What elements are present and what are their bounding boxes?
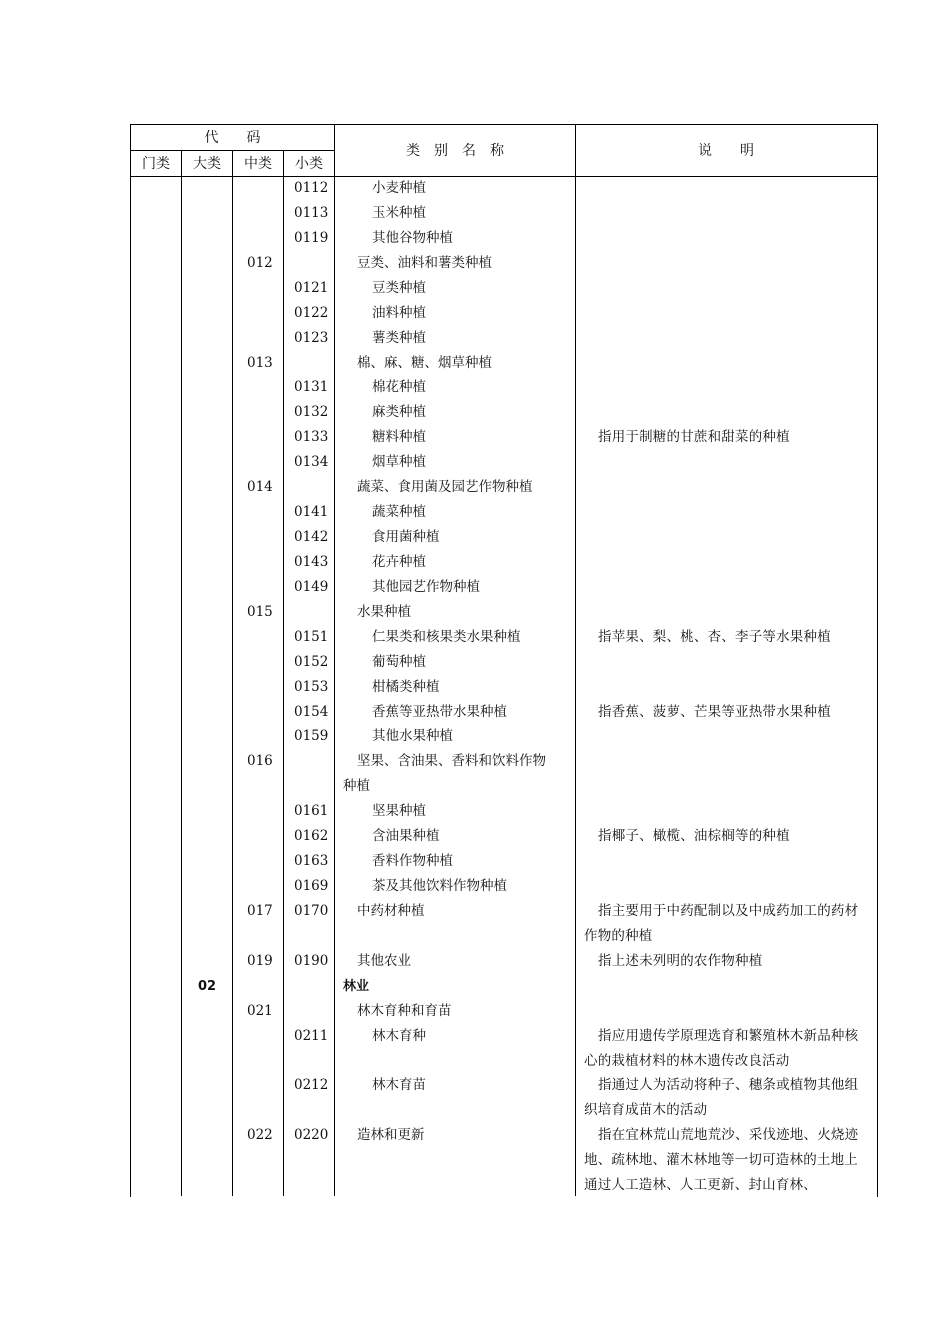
minor-code: 0169	[294, 878, 329, 895]
category-name: 蔬菜、食用菌及园艺作物种植	[357, 479, 533, 496]
category-name: 林木育苗	[372, 1077, 426, 1094]
col-divider-gate	[181, 150, 182, 1196]
category-name: 林业	[343, 978, 370, 994]
category-name: 柑橘类种植	[372, 678, 440, 695]
minor-code: 0162	[294, 828, 329, 845]
category-name: 中药材种植	[357, 902, 425, 919]
category-name: 小麦种植	[372, 180, 426, 196]
minor-code: 0141	[294, 504, 329, 521]
minor-code: 0131	[294, 379, 329, 396]
category-name: 其他园艺作物种植	[372, 578, 480, 595]
header-minor: 小类	[295, 156, 323, 172]
minor-code: 0134	[294, 454, 329, 471]
header-code: 代 码	[204, 130, 261, 146]
category-name: 林木育种	[372, 1027, 426, 1044]
category-description: 指用于制糖的甘蔗和甜菜的种植	[598, 429, 790, 446]
category-description: 指通过人为活动将种子、穗条或植物其他组织培育成苗木的活动	[584, 1077, 859, 1119]
minor-code: 0142	[294, 529, 329, 546]
minor-code: 0132	[294, 404, 329, 421]
category-name: 含油果种植	[372, 828, 440, 845]
category-name: 林木育种和育苗	[357, 1002, 452, 1019]
category-name: 其他水果种植	[372, 728, 453, 745]
category-description: 指香蕉、菠萝、芒果等亚热带水果种植	[598, 703, 831, 720]
header-name: 类 别 名 称	[406, 143, 504, 159]
category-name-cont: 种植	[343, 778, 370, 795]
category-name: 玉米种植	[372, 204, 426, 221]
category-name: 香蕉等亚热带水果种植	[372, 703, 507, 720]
minor-code: 0211	[294, 1027, 329, 1044]
header-bottom-rule	[130, 176, 877, 177]
category-description: 指主要用于中药配制以及中成药加工的药材作物的种植	[584, 902, 859, 944]
minor-code: 0121	[294, 279, 329, 296]
mid-code: 016	[247, 753, 273, 770]
category-description: 指在宜林荒山荒地荒沙、采伐迹地、火烧迹地、疏林地、灌木林地等一切可造林的土地上通过人工造林、人工更新、封山育林、	[584, 1127, 859, 1194]
minor-code: 0163	[294, 853, 329, 870]
category-name: 葡萄种植	[372, 653, 426, 670]
minor-code: 0212	[294, 1077, 329, 1094]
category-description: 指应用遗传学原理选育和繁殖林木新品种核心的栽植材料的林木遗传改良活动	[584, 1027, 859, 1069]
minor-code: 0190	[294, 952, 329, 969]
minor-code: 0113	[294, 204, 329, 221]
minor-code: 0112	[294, 180, 329, 196]
category-description: 指椰子、橄榄、油棕榈等的种植	[598, 828, 790, 845]
header-desc: 说 明	[698, 143, 754, 159]
category-name: 油料种植	[372, 304, 426, 321]
category-name: 仁果类和核果类水果种植	[372, 628, 521, 645]
category-name: 其他谷物种植	[372, 229, 453, 246]
mid-code: 022	[247, 1127, 273, 1144]
category-name: 香料作物种植	[372, 853, 453, 870]
header-major: 大类	[193, 156, 221, 172]
minor-code: 0151	[294, 628, 329, 645]
header-gate: 门类	[142, 156, 170, 172]
minor-code: 0220	[294, 1127, 329, 1144]
minor-code: 0159	[294, 728, 329, 745]
mid-code: 017	[247, 902, 273, 919]
category-name: 坚果、含油果、香料和饮料作物	[357, 753, 546, 770]
header-mid: 中类	[244, 156, 272, 172]
category-name: 食用菌种植	[372, 529, 440, 546]
category-description: 指上述未列明的农作物种植	[598, 952, 763, 969]
minor-code: 0152	[294, 653, 329, 670]
col-divider-name	[575, 124, 576, 1196]
category-name: 麻类种植	[372, 404, 426, 421]
major-code: 02	[198, 978, 217, 994]
col-divider-mid	[283, 150, 284, 1196]
category-name: 薯类种植	[372, 329, 426, 346]
minor-code: 0133	[294, 429, 329, 446]
col-divider-major	[232, 150, 233, 1196]
minor-code: 0153	[294, 678, 329, 695]
category-name: 烟草种植	[372, 454, 426, 471]
category-name: 豆类、油料和薯类种植	[357, 254, 492, 271]
mid-code: 014	[247, 479, 273, 496]
mid-code: 013	[247, 354, 273, 371]
category-name: 花卉种植	[372, 553, 426, 570]
category-name: 棉花种植	[372, 379, 426, 396]
category-name: 造林和更新	[357, 1127, 425, 1144]
minor-code: 0119	[294, 229, 329, 246]
category-name: 豆类种植	[372, 279, 426, 296]
col-divider-minor	[334, 124, 335, 1196]
category-description: 指苹果、梨、桃、杏、李子等水果种植	[598, 628, 831, 645]
minor-code: 0122	[294, 304, 329, 321]
minor-code: 0149	[294, 578, 329, 595]
mid-code: 021	[247, 1002, 273, 1019]
minor-code: 0143	[294, 553, 329, 570]
category-name: 棉、麻、糖、烟草种植	[357, 354, 492, 371]
minor-code: 0161	[294, 803, 329, 820]
mid-code: 012	[247, 254, 273, 271]
category-name: 水果种植	[357, 603, 411, 620]
category-name: 糖料种植	[372, 429, 426, 446]
category-name: 坚果种植	[372, 803, 426, 820]
category-name: 茶及其他饮料作物种植	[372, 878, 507, 895]
minor-code: 0123	[294, 329, 329, 346]
minor-code: 0154	[294, 703, 329, 720]
category-name: 其他农业	[357, 952, 411, 969]
category-name: 蔬菜种植	[372, 504, 426, 521]
mid-code: 015	[247, 603, 273, 620]
minor-code: 0170	[294, 902, 329, 919]
mid-code: 019	[247, 952, 273, 969]
